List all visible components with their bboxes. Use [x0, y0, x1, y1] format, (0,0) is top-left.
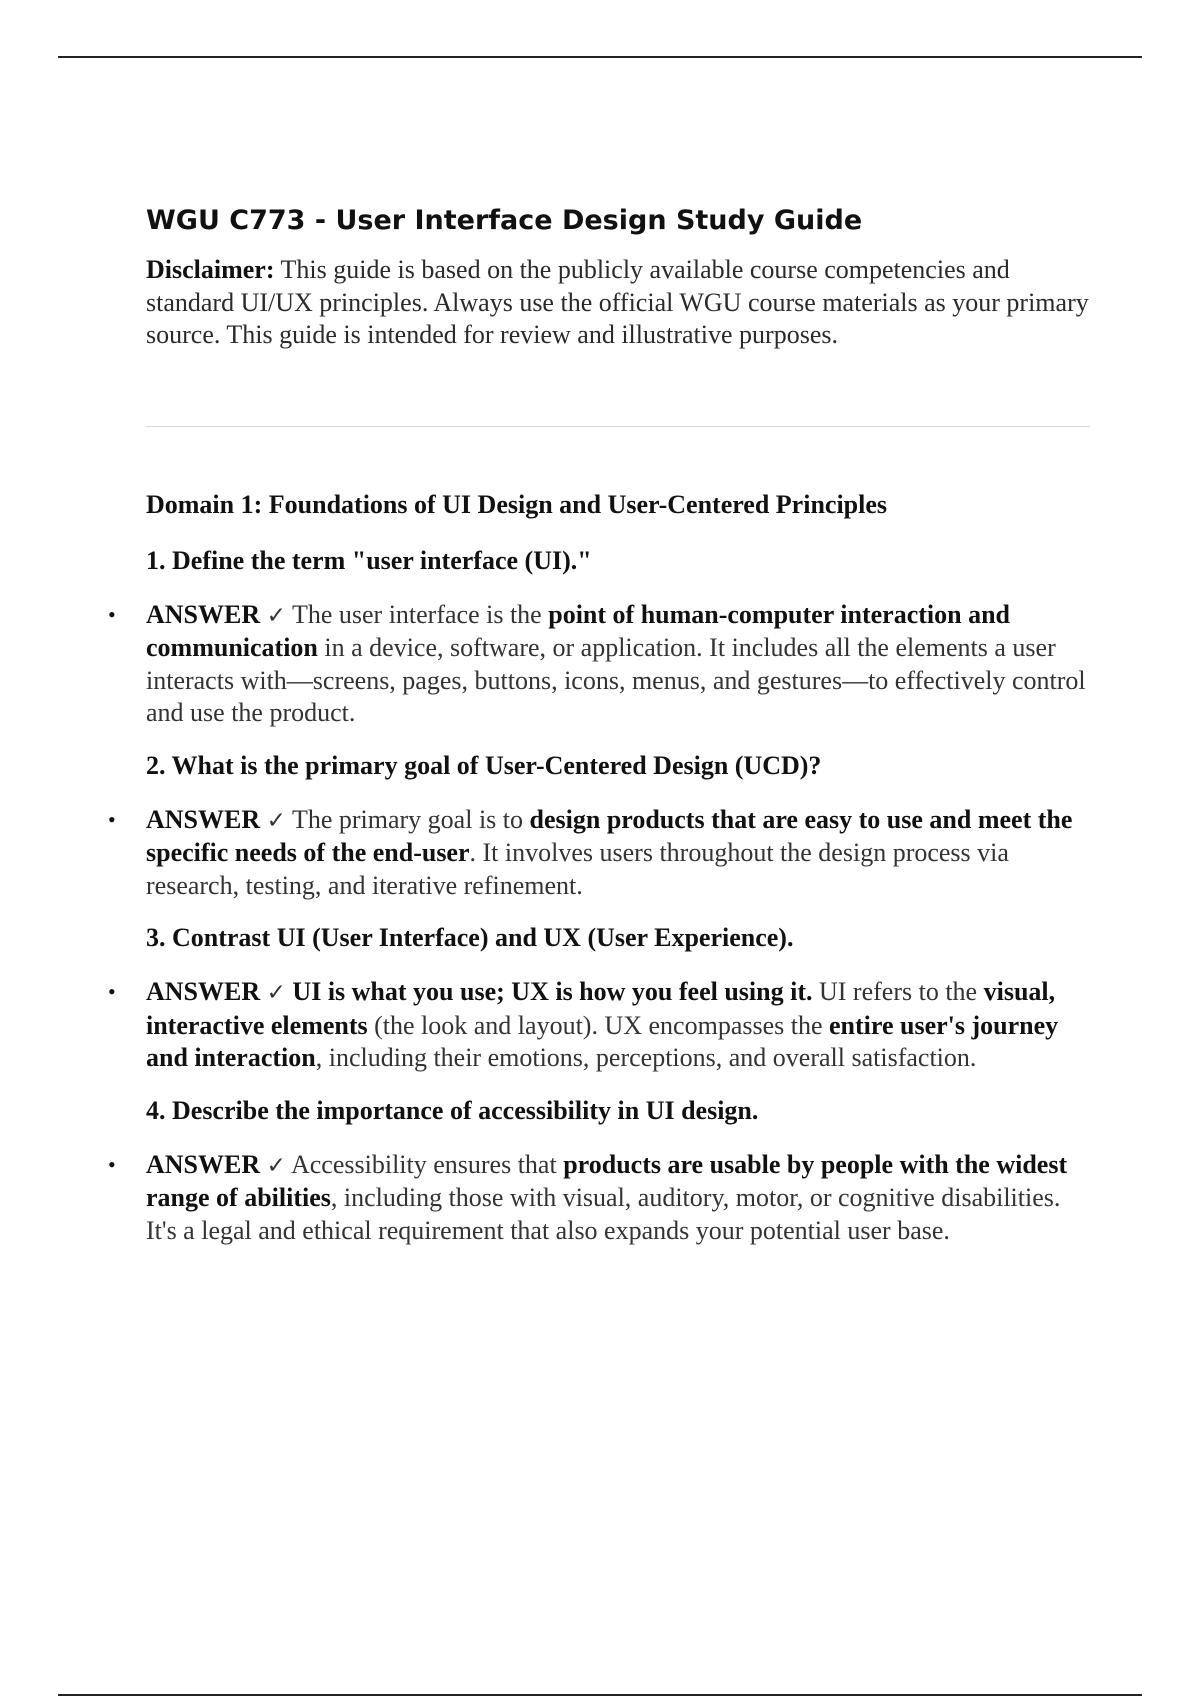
- disclaimer: [146, 254, 1090, 352]
- answer-emphasis: point of human-computer interaction and communication: [146, 599, 1011, 662]
- question-4: 4. Describe the importance of accessibility in UI design.: [146, 1095, 759, 1125]
- bullet: •: [108, 601, 116, 627]
- document-title: WGU C773 - User Interface Design Study Guide: [146, 205, 863, 236]
- answer-4: [108, 1149, 1090, 1248]
- answer-label: ANSWER: [146, 977, 261, 1006]
- answer-text: The user interface is the: [285, 599, 549, 629]
- section-divider: [146, 426, 1090, 427]
- answer-label: ANSWER: [146, 599, 261, 629]
- bullet: •: [108, 1151, 116, 1177]
- answer-emphasis: entire user's journey and interaction: [146, 1010, 1059, 1072]
- check-mark-icon: ✓: [266, 807, 286, 834]
- document-body: [108, 198, 1090, 1247]
- top-rule: [58, 56, 1142, 58]
- domain-heading: Domain 1: Foundations of UI Design and User-Centered Principles: [146, 489, 888, 519]
- check-mark-icon: ✓: [266, 980, 286, 1006]
- question-2: 2. What is the primary goal of User-Centered Design (UCD)?: [146, 750, 822, 780]
- question-3: 3. Contrast UI (User Interface) and UX (User Experience).: [146, 923, 794, 952]
- answer-3: [108, 976, 1090, 1075]
- answer-text: The primary goal is to: [285, 804, 530, 834]
- answer-text: (the look and layout). UX encompasses the: [367, 1010, 830, 1040]
- disclaimer-text: This guide is based on the publicly available course competencies and standard UI/UX principles. Always use the official WGU course materials as your primary source. This guide is intended for review and illustrative purposes.: [146, 255, 1089, 349]
- bottom-rule: [58, 1694, 1142, 1696]
- answer-text: . It involves users throughout the design process via research, testing, and iterative refinement.: [146, 838, 1009, 900]
- answer-emphasis: products are usable by people with the widest range of abilities: [146, 1149, 1068, 1212]
- answer-text: , including their emotions, perceptions, and overall satisfaction.: [315, 1043, 977, 1072]
- answer-emphasis: design products that are easy to use and meet the specific needs of the end-user: [146, 804, 1073, 867]
- check-mark-icon: ✓: [266, 602, 286, 629]
- answer-label: ANSWER: [146, 1149, 261, 1179]
- answer-text: , including those with visual, auditory, motor, or cognitive disabilities. It's a legal and ethical requirement that also expands your potential user base.: [146, 1183, 1061, 1245]
- answer-emphasis: visual, interactive elements: [146, 977, 1056, 1040]
- answer-text: in a device, software, or application. It includes all the elements a user interacts with—screens, pages, buttons, icons, menus, and gestures—to effectively control and use the product.: [146, 633, 1086, 727]
- answer-1: [108, 599, 1090, 730]
- bullet: •: [108, 979, 116, 1004]
- answer-label: ANSWER: [146, 804, 261, 834]
- answer-emphasis: UI is what you use; UX is how you feel using it.: [292, 977, 813, 1006]
- bullet: •: [108, 806, 116, 832]
- answer-text: Accessibility ensures that: [285, 1149, 564, 1179]
- question-1: 1. Define the term "user interface (UI).": [146, 545, 592, 575]
- check-mark-icon: ✓: [266, 1152, 286, 1179]
- answer-2: [108, 804, 1090, 903]
- answer-text: UI refers to the: [812, 977, 984, 1006]
- disclaimer-label: Disclaimer:: [146, 255, 275, 284]
